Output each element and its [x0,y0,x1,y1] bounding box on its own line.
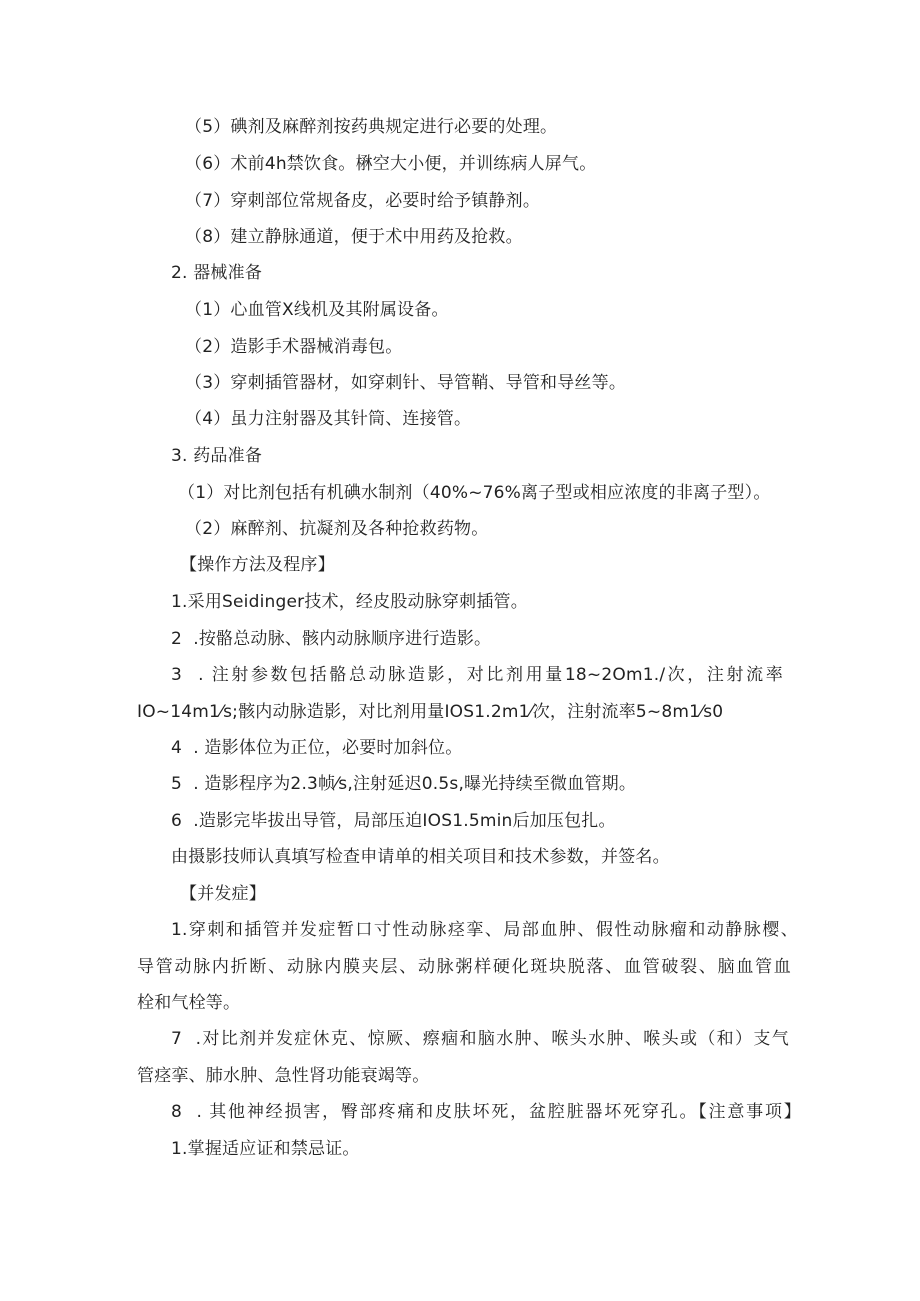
text-line: 1.采用Seidinger技术，经皮股动脉穿刺插管。 [171,592,528,612]
text-line: IO~14m1⁄s;骸内动脉造影，对比剂用量IOS1.2m1⁄次，注射流率5~8m1⁄s0 [137,702,724,722]
text-line: 4 . 造影体位为正位，必要时加斜位。 [171,738,463,758]
text-line: 2 .按骼总动脉、骸内动脉顺序进行造影。 [171,629,492,649]
text-line: （7）穿刺部位常规备皮，必要时给予镇静剂。 [185,191,541,211]
text-line: （2）造影手术器械消毒包。 [185,337,403,357]
text-line: 6 .造影完毕拔出导管，局部压迫IOS1.5min后加压包扎。 [171,811,616,831]
section-heading: 2. 器械准备 [171,263,263,283]
section-heading: 3. 药品准备 [171,446,263,466]
text-line: 1.掌握适应证和禁忌证。 [171,1139,360,1159]
section-heading: 【并发症】 [180,884,266,904]
text-line: 导管动脉内折断、动脉内膜夹层、动脉粥样硬化斑块脱落、血管破裂、脑血管血 [137,957,791,977]
text-line: （6）术前4h禁饮食。楙空大小便，并训练病人屏气。 [185,154,597,174]
text-line: 3 . 注射参数包括骼总动脉造影，对比剂用量18~2Om1./次，注射流率 [171,665,783,685]
text-line: 1.穿刺和插管并发症暂口寸性动脉痉挛、局部血肿、假性动脉瘤和动静脉樱、 [171,920,798,940]
section-heading: 【操作方法及程序】 [180,555,335,575]
text-line: （1）心血管X线机及其附属设备。 [185,300,449,320]
text-line: 由摄影技师认真填写检查申请单的相关项目和技术参数，并签名。 [171,847,670,867]
text-line: （5）碘剂及麻醉剂按药典规定进行必要的处理。 [185,117,558,137]
text-line: 管痉挛、肺水肿、急性肾功能衰竭等。 [137,1066,430,1086]
text-line: （1）对比剂包括有机碘水制剂（40%~76%离子型或相应浓度的非离子型）。 [178,483,771,503]
text-line: （8）建立静脉通道，便于术中用药及抢救。 [185,227,523,247]
text-line: 5 . 造影程序为2.3帧⁄s,注射延迟0.5s,曝光持续至微血管期。 [171,774,637,794]
text-line: 7 .对比剂并发症休克、惊厥、瘵痼和脑水肿、喉头水肿、喉头或（和）支气 [171,1029,789,1049]
text-line: （2）麻醉剂、抗凝剂及各种抢救药物。 [185,519,489,539]
text-line: （4）虽力注射器及其针筒、连接管。 [185,409,472,429]
text-line: 栓和气栓等。 [137,993,241,1013]
text-line: （3）穿刺插管器材，如穿刺针、导管鞘、导管和导丝等。 [185,373,627,393]
text-line: 8 . 其他神经损害，臀部疼痛和皮肤坏死，盆腔脏器坏死穿孔。【注意事项】 [171,1102,801,1122]
